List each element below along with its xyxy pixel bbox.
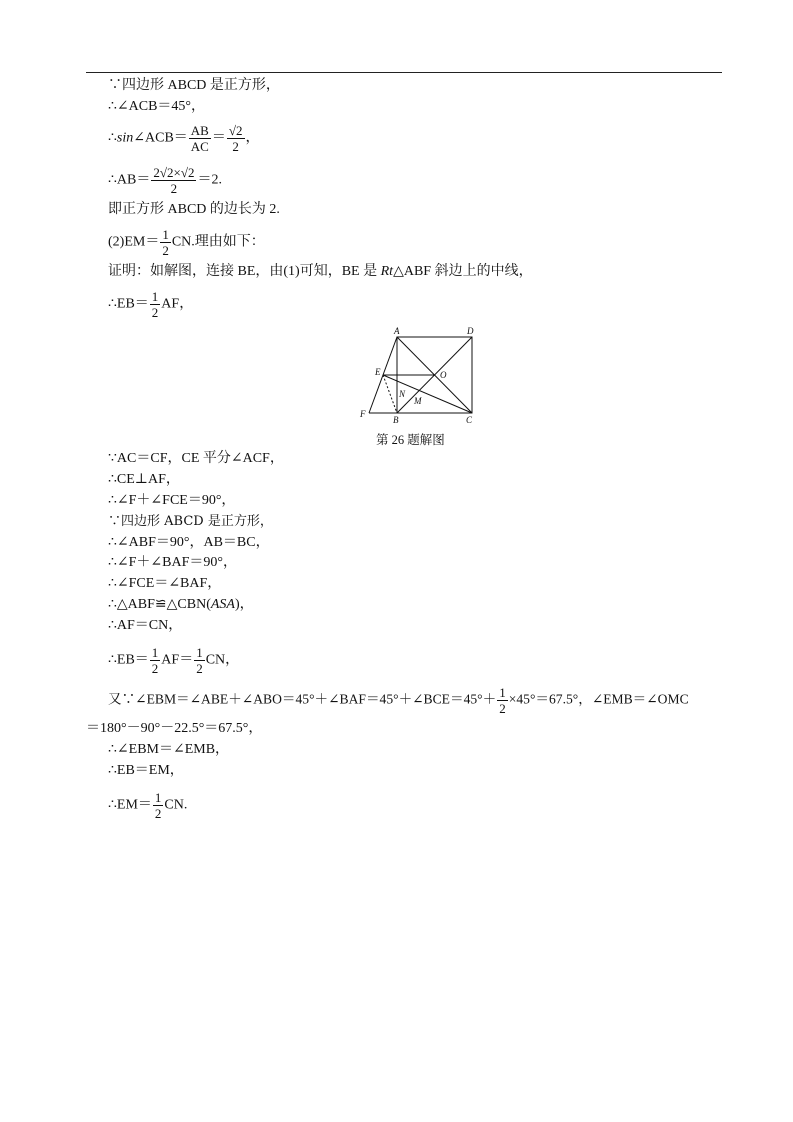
text-line: ∴∠EBM＝∠EMB， <box>108 742 230 757</box>
numerator: 1 <box>151 645 159 660</box>
numerator: √2 <box>228 123 243 138</box>
segment-eb-dashed <box>383 375 397 413</box>
text-line <box>108 262 533 282</box>
numerator: 1 <box>162 227 169 242</box>
text: CN.理由如下： <box>171 234 265 250</box>
text-line <box>108 290 193 319</box>
label-d: D <box>467 326 474 336</box>
label-c: C <box>466 415 473 425</box>
text-line: ∴CE⊥AF， <box>108 472 180 487</box>
denominator: 2 <box>154 806 162 821</box>
text: ∴ <box>108 130 117 146</box>
text: AF， <box>161 296 194 312</box>
label-o: O <box>440 370 447 380</box>
label-b: B <box>393 415 399 425</box>
text-line: ∴∠FCE＝∠BAF， <box>108 576 222 591</box>
text-line: ∴∠ACB＝45°， <box>108 99 206 114</box>
denominator: 2 <box>162 243 169 258</box>
text: ∴EB＝ <box>108 296 149 312</box>
label-m: M <box>414 396 422 406</box>
text: CN. <box>164 797 188 813</box>
asa-text: ASA <box>210 597 235 612</box>
text: CN， <box>205 652 240 668</box>
text-line <box>108 166 222 195</box>
text-line <box>108 228 265 257</box>
text: ∴EM＝ <box>108 797 152 813</box>
label-f: F <box>360 409 366 419</box>
text-line: ∴∠F＋∠BAF＝90°， <box>108 555 237 570</box>
text-line: ∴EB＝EM， <box>108 763 184 778</box>
text: ∠ACB＝ <box>133 130 188 146</box>
denominator: 2 <box>196 661 203 676</box>
text-line: ∴∠ABF＝90°，AB＝BC， <box>108 535 270 550</box>
geometry-figure <box>356 326 480 426</box>
segment-ec <box>383 375 472 413</box>
text-line: 即正方形 ABCD 的边长为 2. <box>108 202 280 217</box>
denominator: 2 <box>499 701 506 716</box>
text-line: ＝180°－90°－22.5°＝67.5°， <box>86 721 263 736</box>
fraction <box>160 228 171 257</box>
text-line <box>108 686 689 715</box>
numerator: 1 <box>499 685 506 700</box>
text: △ABF 斜边上的中线， <box>393 264 533 279</box>
text-line: ∵AC＝CF，CE 平分∠ACF， <box>108 451 284 466</box>
fraction <box>150 646 161 675</box>
text: ∴△ABF≌△CBN( <box>108 597 211 612</box>
numerator: AB <box>190 123 209 138</box>
sin-text: sin <box>116 130 134 146</box>
text: ＝ <box>211 130 226 146</box>
text-line <box>108 791 187 820</box>
label-n: N <box>399 389 406 399</box>
text: ×45°＝67.5°，∠EMB＝∠OMC <box>508 691 689 707</box>
text-line: ∴AF＝CN， <box>108 618 183 633</box>
numerator: 1 <box>151 289 159 304</box>
text: ∴EB＝ <box>108 652 149 668</box>
text-line: ∵四边形 ABCD 是正方形， <box>108 78 280 93</box>
fraction <box>194 646 205 675</box>
fraction <box>189 124 211 153</box>
denominator: 2 <box>151 661 159 676</box>
fraction <box>150 290 161 319</box>
text: )， <box>234 597 254 612</box>
text: 证明：如解图，连接 BE，由(1)可知，BE 是 <box>108 264 381 279</box>
text-line: ∵四边形 ABCD 是正方形， <box>108 514 273 529</box>
denominator: 2 <box>151 305 159 320</box>
header-rule <box>86 72 722 73</box>
text: 又∵∠EBM＝∠ABE＋∠ABO＝45°＋∠BAF＝45°＋∠BCE＝45°＋ <box>108 691 497 707</box>
denominator: AC <box>190 139 209 154</box>
figure-caption: 第 26 题解图 <box>376 433 445 447</box>
fraction <box>151 166 196 195</box>
text: ∴AB＝ <box>108 172 151 188</box>
text: AF＝ <box>161 652 194 668</box>
text: ， <box>245 130 260 146</box>
text: (2)EM＝ <box>108 234 160 250</box>
numerator: 1 <box>154 790 162 805</box>
text-line <box>108 646 239 675</box>
numerator: 1 <box>196 645 203 660</box>
text-line: ∴∠F＋∠FCE＝90°， <box>108 493 236 508</box>
text-line <box>108 124 260 153</box>
fraction <box>497 686 508 715</box>
denominator: 2 <box>170 181 178 196</box>
numerator: 2√2×√2 <box>153 165 195 180</box>
label-e: E <box>375 367 381 377</box>
fraction <box>153 791 164 820</box>
fraction <box>227 124 245 153</box>
rt-text: Rt <box>380 264 394 279</box>
denominator: 2 <box>232 139 239 154</box>
text: ＝2. <box>197 172 222 188</box>
text-line <box>108 595 254 615</box>
label-a: A <box>394 326 400 336</box>
